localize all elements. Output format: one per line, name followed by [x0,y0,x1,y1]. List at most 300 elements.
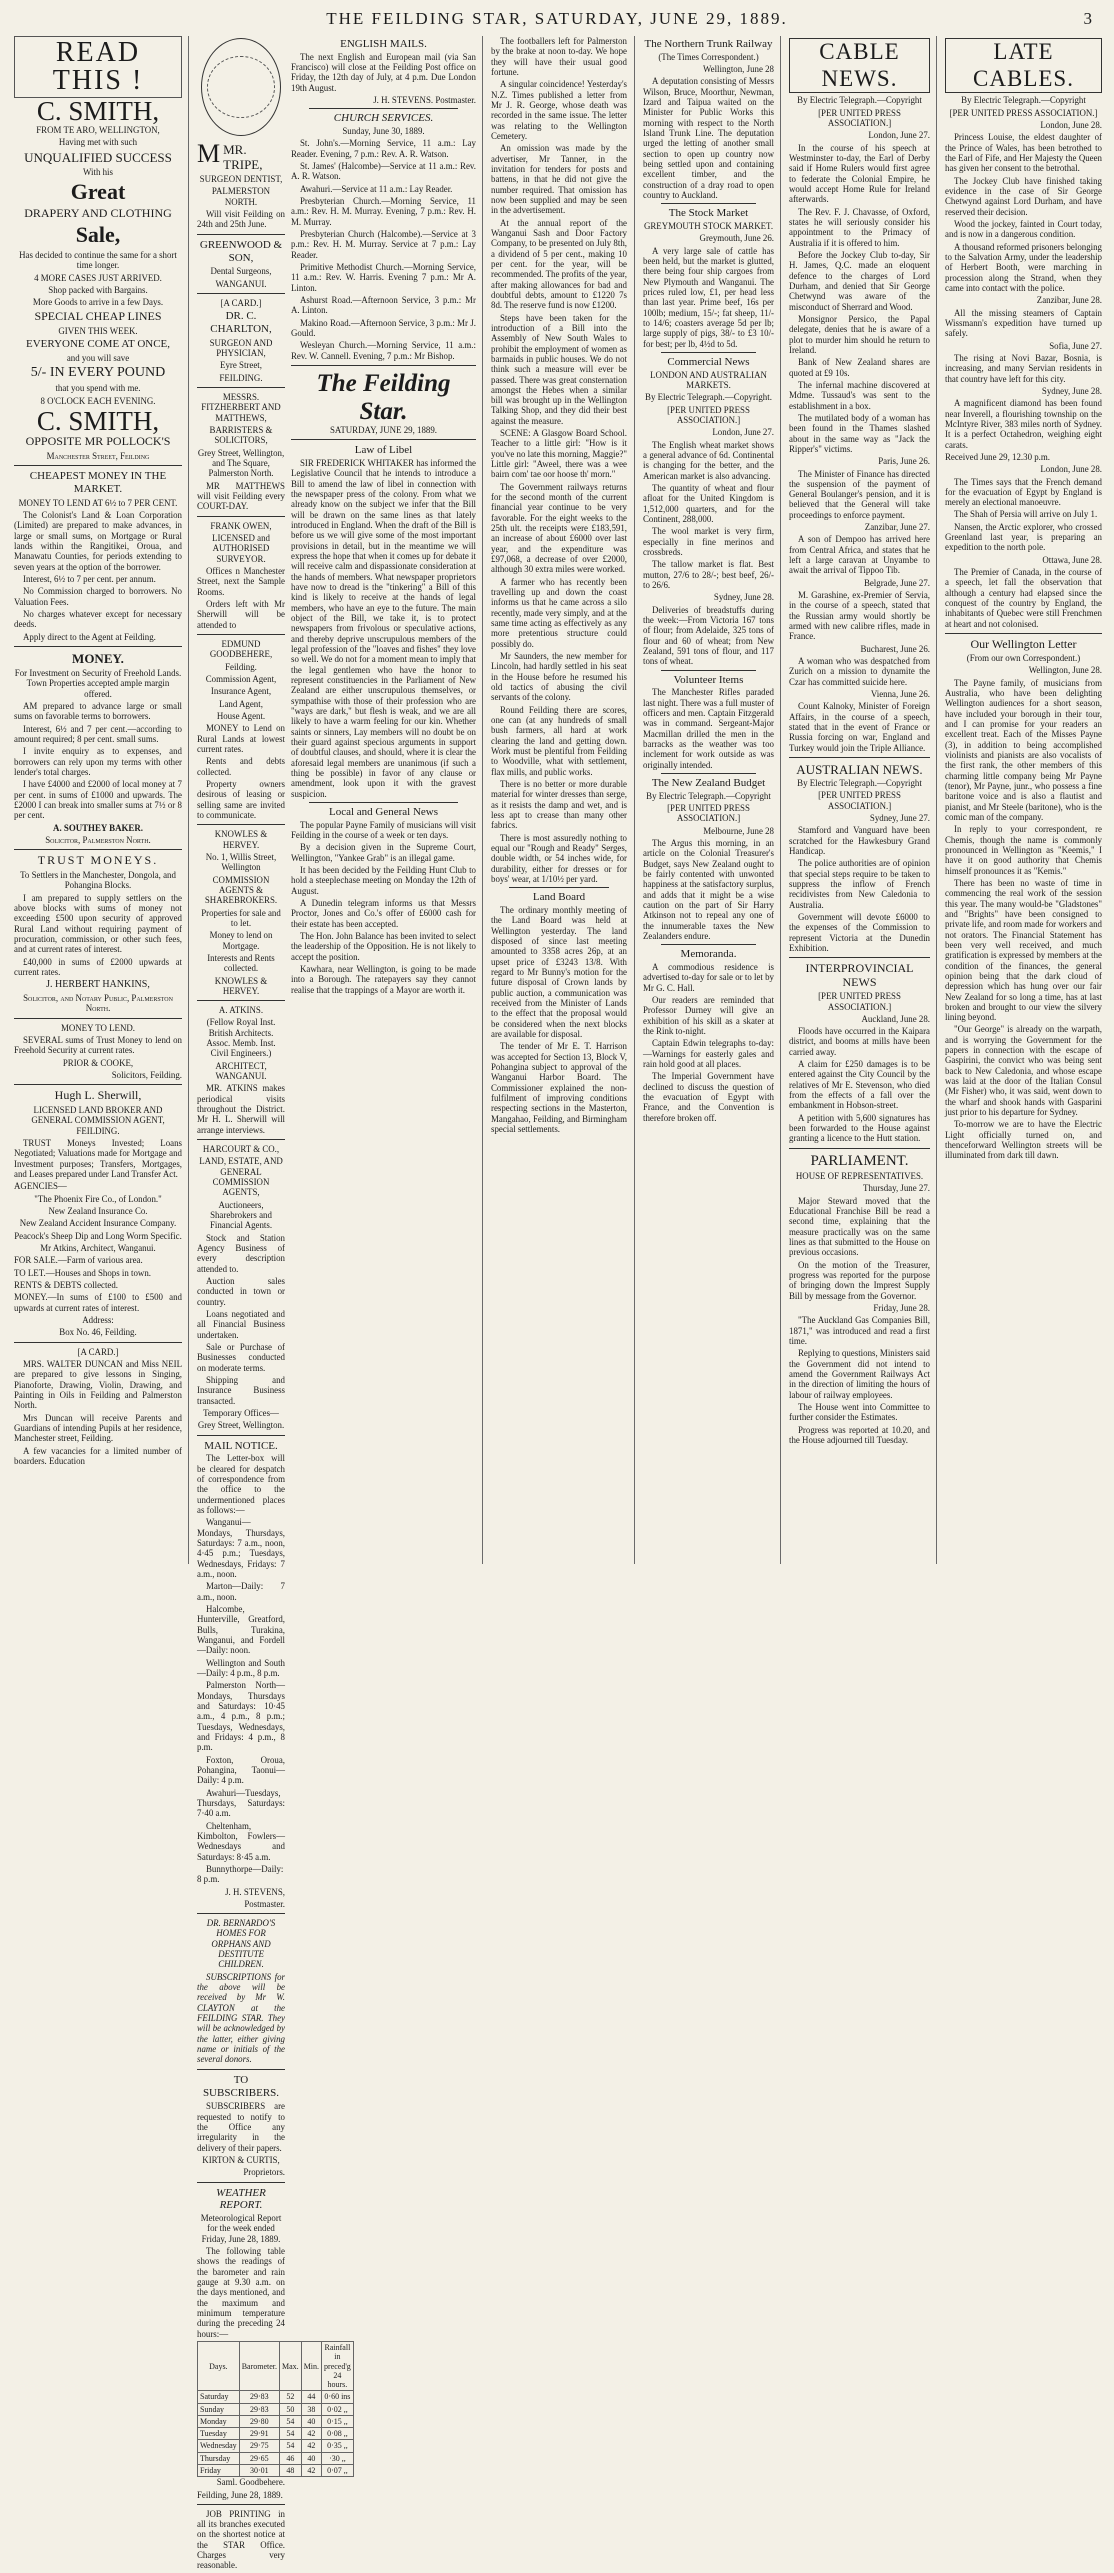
zanzibar-text: A son of Dempoo has arrived here from Central Africa, and states that he left a large caravan at Unyambe to await the arrival of Tippoo Tib. [789,534,930,576]
mail-notice-heading: MAIL NOTICE. [204,1439,278,1452]
friday-item: The House went into Committee to further consider the Estimates. [789,1402,930,1423]
drapery-heading: DRAPERY AND CLOTHING [24,205,172,220]
late-london-2-text: The Times says that the French demand for the evacuation of Egypt by England is merely an electional manoeuvre. [945,476,1102,508]
charlton-street: Eyre Street, [220,360,262,371]
local-item: It has been decided by the Feilding Hunt Club to hold a steeplechase meeting on Monday the 12th of August. [291,865,476,896]
land-item: The tender of Mr E. T. Harrison was accepted for Section 13, Block V, Pohangina subject to approval of the Wanganui Harbor Board. The Commissioner explained the non-fulfilment of improving conditions respecting sections in the Masterton, Mangahao, Feilding, and Birmingham special settlements. [491,1041,627,1134]
late-sydney: Sydney, June 28. [1041,385,1102,396]
column-6 [939,36,1108,1564]
harcourt-ship: Shipping and Insurance Business transacted. [197,1374,285,1406]
friday-item: Replying to questions, Ministers said the Government did not intend to amend the Government Railways Act in the direction of limiting the hours of labour of railway employees. [789,1348,930,1400]
inter-item: A petition with 5,600 signatures has been forwarded to the House against granting a licence to the Hutt station. [789,1112,930,1144]
kirton-sub: Proprietors. [243,2167,285,2178]
matthews: MR MATTHEWS will visit Feilding every COURT-DAY. [197,480,285,512]
news-item: There is no better or more durable material for winter dresses than serge, as it resists the damp and wet, and is less apt to crease than many other fabrics. [491,778,627,831]
late-item: The Jockey Club have finished taking evidence in the case of Sir George Chetwynd against Lord Durham, and have reserved their decision. [945,175,1102,217]
wl-item: The Payne family, of musicians from Australia, who have been delighting Wellington audiences for a short season, have included your borough in their tour, and I can promise for your readers an excellent treat. Each of the Misses Payne (3), in addition to being accomplished violinists and pianists are also vocalists of the first rank, the other members of this charming little company being Mr Payne (tenor), Mr Payne, junr., who possess a fine baritone voice and is also a flautist and pianist, and Mr Steele (baritone), who is the comic man of the company. [945,677,1102,822]
rents-debts: RENTS & DEBTS collected. [14,1280,119,1291]
column-2: MMR. TRIPE, SURGEON DENTIST, PALMERSTON NORTH. Will visit Feilding on 24th and 25th June. GREENWOOD & SON, Dental Surgeons, WANGANUI. [A CARD.] DR. C. CHARLTON, SURGEON AND PHYSICIAN, Eyre Street, FEILDING. MESSRS. FITZHERBERT AND MATTHEWS, BARRISTERS & SOLICITORS, Grey Street, Wellington, and The Square, Palmerston North. MR MATTHEWS will visit Feilding every COURT-DAY. FRANK OWEN, LICENSED and AUTHORISED SURVEYOR. Offices n Manchester Street, next the Sample Rooms. Orders left with Mr Sherwill will be attended to EDMUND GOODBEHERE, Feilding. Commission Agent, Insurance Agent, Land Agent, House Agent. MONEY to Lend on Rural Lands at lowest current rates. Rents and debts collected. Property owners desirous of leasing or selling same are invited to communicate. KNOWLES & HERVEY. No. 1, Willis Street, Wellington COMMISSION AGENTS & SHAREBROKERS. Properties for sale and to let. Money to lend on Mortgage. Interests and Rents collected. KNOWLES & HERVEY. A. ATKINS. (Fellow Royal Inst. British Architects. Assoc. Memb. Inst. Civil Engineers.) ARCHITECT, WANGANUI. MR. ATKINS makes periodical visits throughout the District. Mr H. L. Sherwill will arrange interviews. HARCOURT & CO., LAND, ESTATE, AND GENERAL COMMISSION AGENTS, Auctioneers, Sharebrokers and Financial Agents. Stock and Station Agency Business of every description attended to. Auction sales conducted in town or country. Loans negotiated and all Financial Business undertaken. Sale or Purchase of Businesses conducted on moderate terms. Shipping and Insurance Business transacted. Temporary Offices— Grey Street, Wellington. MAIL NOTICE. The Letter-box will be cleared for despatch of correspondence from the office to the undermentioned places as follows:— Wanganui—Mondays, Thursdays, Saturdays: 7 a.m., noon, 4·45 p.m.; Tuesdays, Wednesdays, Fridays: 7 a.m., noon. Marton—Daily: 7 a.m., noon. Halcombe, Hunterville, Greatford, Bulls, Turakina, Wanganui, and Fordell—Daily: noon. Wellington and South—Daily: 4 p.m., 8 p.m. Palmerston North—Mondays, Thursdays and Saturdays: 10·45 a.m., 4 p.m., 8 p.m.; Tuesdays, Wednesdays, and Fridays: 4 p.m., 8 p.m. Foxton, Oroua, Pohangina, Taonui—Daily: 4 p.m. Awahuri—Tuesdays, Thursdays, Saturdays: 7·40 a.m. Cheltenham, Kimbolton, Fowlers—Wednesdays and Saturdays: 8·45 a.m. Bunnythorpe—Daily: 8 p.m. J. H. STEVENS, Postmaster. DR. BERNARDO'S HOMES FOR ORPHANS AND DESTITUTE CHILDREN. SUBSCRIPTIONS for the above will be received by Mr W. CLAYTON at the FEILDING STAR. They will be acknowledged by the latter, either giving name or initials of the several donors. TO SUBSCRIBERS. SUBSCRIBERS are requested to notify to the Office any irregularity in the delivery of their papers. KIRTON & CURTIS, Proprietors. WEATHER REPORT. Meteorological Report for the week ended Friday, June 28, 1889. The following table shows the readings of the barometer and rain gauge at 9.30 a.m. on the days mentioned, and the maximum and minimum temperature during the preceding 24 hours:— Days. Barometer. Max. Min. Rainfall in preced'g 24 hours. Saturday 29·83 52 44 0·60 ins Sunday 29·83 50 38 0·02 ,, Monday 29·80 54 40 0·15 ,, Tuesday 29·91 54 42 0·08 ,, Wednesday 29·75 54 42 0·35 ,, Thursday 29·65 46 40 ·30 ,, Friday 30·01 48 42 0·07 ,, Saml. Goodbehere. Feilding, June 28, 1889. JOB PRINTING in all its branches executed on the shortest notice at the STAR Office. Charges very reasonable. ENGLISH MAILS. The next English and European mail (via San Francisco) will close at the Feilding Post office on Friday, the 12th day of July, at 4 p.m. Due London 19th August. J. H. STEVENS. Postmaster. CHURCH SERVICES. Sunday, June 30, 1889. St. John's.—Morning Service, 11 a.m.: Lay Reader. Evening, 7 p.m.: Rev. A. R. Watson. St. James' (Halcombe)—Service at 11 a.m.: Rev. A. R. Watson. Awahuri.—Service at 11 a.m.: Lay Reader. Presbyterian Church.—Morning Service, 11 a.m.: Rev. H. M. Murray. Evening, 7 p.m.: Rev. H. M. Murray. Presbyterian Church (Halcombe).—Service at 3 p.m.: Rev. H. M. Murray. Service at 7 p.m.: Lay Reader. Primitive Methodist Church.—Morning Service, 11 a.m.: Rev. W. Harris. Evening 7 p.m.: Mr A. Linton. Ashurst Road.—Afternoon Service, 3 p.m.: Mr A. Linton. Makino Road.—Afternoon Service, 3 p.m.: Mr J. Gould. Wesleyan Church.—Morning Service, 11 a.m.: Rev. W. Cannell. Evening, 7 p.m.: Mr Bishop. The Feilding Star. SATURDAY, JUNE 29, 1889. Law of Libel SIR FREDERICK WHITAKER has informed the Legislative Council that he intends to introduce a Bill to amend the law of libel in connection with the newspaper press of the colony. From what we already know on the subject we infer that the Bill will be drawn on the same lines as that lately introduced in England. When the draft of the Bill is before us we will give some of the most important provisions in detail, but in the meantime we will express the hope that when it comes up for debate it will receive calm and dispassionate consideration at the hands of members. What newspaper proprietors have now to dread is the "tinkering" a Bill of this kind is likely to receive at the hands of legal members, who have an eye to the future. The main object of the Bill, we take it, is to protect newspapers from frivolous or speculative actions, and thereby deprive unscrupulous members of the legal profession of the "loaves and fishes" they love so well. We do not for a moment mean to imply that the legal gentlemen who have the honor to represent constituencies in the Parliament of New Zealand are either unscrupulous themselves, or sympathise with those of their profession who are "ways are dark," but flesh is weak, and we are all likely to have a warm feeling for our kin. Whether saints or sinners, Lay members will no doubt be on their guard against specious arguments in support of doubtful clauses, and should, where it is clear the aforesaid legal members are unanimous (if such a thing be possible) in favor of any clause or amendment, look upon it with the gravest suspicion. Local and General News The popular Payne Family of musicians will visit Feilding in the course of a week or ten days. By a decision given in the Supreme Court, Wellington, "Yankee Grab" is an illegal game. It has been decided by the Feilding Hunt Club to hold a steeplechase meeting on Monday the 12th of August. A Dunedin telegram informs us that Messrs Proctor, Jones and Co.'s offer of £6000 cash for their estate has been accepted. The Hon. John Balance has been invited to select the leadership of the Opposition. He is not likely to accept the position. Kawhara, near Wellington, is going to be made into a Borough. The ratepayers say they cannot realise that the trappings of a Mayor are worth it. [197,38,476,2571]
trunk-place: Wellington, June 28 [702,64,774,75]
news-item: The Government railways returns for the second month of the current financial year continue to be very favorable. For the eight weeks to the 25th ult. the receipts were £183,591, an increase of about £6000 over last year, and the expenditure was £97,068, a decrease of over £2000, although 30 extra miles were worked. [491,481,627,575]
budget-text: The Argus this morning, in an article on the Colonial Treasurer's Budget, says New Zealand ought to be fairly contented with unwonted happiness at the satisfactory surplus, and adds that it might be a wise caution on the part of Sir Harry Atkinson not to repeal any one of the innumerable taxes the New Zealanders endure. [643,838,774,942]
late-cables-heading: LATE CABLES. [945,38,1102,93]
weather-heading: WEATHER REPORT. [216,2186,266,2212]
inter-item: A claim for £250 damages is to be entered against the City Council by the relatives of Mr E. Stevenson, who died from the effects of a fall over the embankment in Hobson-street. [789,1059,930,1111]
late-item: Wood the jockey, fainted in Court today, and is now in a dangerous condition. [945,218,1102,240]
knowles-int: Interests and Rents collected. [207,952,275,974]
money-heading: MONEY. [72,650,124,666]
table-row: Monday 29·80 54 40 0·15 ,, [198,2415,354,2427]
prior-cooke: PRIOR & COOKE, [62,1057,134,1068]
atkins: Mr Atkins, Architect, Wanganui. [40,1243,156,1254]
harcourt-grey: Grey Street, Wellington. [197,1420,285,1431]
knowles-sub: COMMISSION AGENTS & SHAREBROKERS. [204,874,278,906]
news-item: An omission was made by the advertiser, Mr Tanner, in the invitation for tenders for posts and battens, in that he did not give the number required. That omission has now been supplied and may be seen in the advertisement. [491,143,627,216]
goodbehere-line-2: Insurance Agent, [210,686,272,697]
thursday-date: Thursday, June 27. [863,1183,930,1194]
no-commission: No Commission charged to borrowers. No Valuation Fees. [14,586,182,607]
greenwood-town: WANGANUI. [215,278,267,289]
inter-press: [PER UNITED PRESS ASSOCIATION.] [818,991,901,1012]
church-item: Primitive Methodist Church.—Morning Service, 11 a.m.: Rev. W. Harris. Evening 7 p.m.: Mr A. Linton. [291,262,476,293]
job-printing: JOB PRINTING in all its branches executed on the shortest notice at the STAR Office. Charges very reasonable. [197,2508,285,2571]
trust-2: TRUST Moneys Invested; Loans Negotiated; Valuations made for Mortgage and Investment purposes; Transfers, Mortgages, and Leases prepared under Land Transfer Act. [14,1138,182,1180]
cable-by: By Electric Telegraph.—Copyright [797,95,922,106]
late-sofia-text: The rising at Novi Bazar, Bosnia, is increasing, and many Servian residents in that country have left for this city. [945,352,1102,384]
newspaper-date: SATURDAY, JUNE 29, 1889. [329,425,437,436]
property-owners: Property owners desirous of leasing or selling same are invited to communicate. [197,778,285,820]
sydney-text: Deliveries of breadstuffs during the week:—From Victoria 167 tons of flour; from Adelaide, 325 tons of flour and 60 of wheat; from New Zealand, 591 tons of flour, and 117 tons of wheat. [643,604,774,667]
late-london: London, June 28. [1040,120,1102,130]
southey-baker: A. SOUTHEY BAKER. [53,822,143,833]
vienna-date: Vienna, June 26. [870,689,930,700]
greymouth-heading: GREYMOUTH STOCK MARKET. [643,221,774,232]
comm-item: The English wheat market shows a general advance of 6d. Continental is changing for the better, and the American market is also advancing. [643,439,774,481]
church-date: Sunday, June 30, 1889. [342,126,425,137]
bucharest-text: A woman who was despatched from Zurich on a mission to dynamite the Czar has committed suicide here. [789,656,930,687]
table-row: Saturday 29·83 52 44 0·60 ins [198,2391,354,2403]
money-to-lend: MONEY TO LEND AT 6½ to 7 PER CENT. [18,497,178,508]
memo-item: Captain Edwin telegraphs to-day:—Warnings for easterly gales and rain hold good at all places. [643,1038,774,1070]
friday-date: Friday, June 28. [873,1303,930,1314]
th-min: Min. [301,2341,321,2390]
late-zanzibar-text: All the missing steamers of Captain Wissmann's expedition have turned up safely. [945,307,1102,339]
sherwill-sub: LICENSED LAND BROKER AND GENERAL COMMISSION AGENT, FEILDING. [31,1105,165,1136]
sydney-date: Sydney, June 28. [713,592,774,603]
late-sydney-text: A magnificent diamond has been found near Inverell, a flourishing township on the McIntyre River, 383 miles north of Sydney. It is a perfect Octahedron, weighing eight carats. [945,398,1102,450]
news-item: Mr Saunders, the new member for Lincoln, had hardly settled in his seat in the House before he resumed his old tactics of abusing the civil servants of the colony. [491,651,627,703]
rents-2: Rents and debts collected. [197,756,285,777]
church-item: Makino Road.—Afternoon Service, 3 p.m.: Mr J. Gould. [291,317,476,339]
th-rain: Rainfall in preced'g 24 hours. [322,2341,354,2390]
local-item: The popular Payne Family of musicians will visit Feilding in the course of a week or ten days. [291,819,476,841]
aus-by: By Electric Telegraph.—Copyright [797,778,922,789]
more-goods: More Goods to arrive in a few Days. [32,297,164,308]
goodbehere-lend: MONEY to Lend on Rural Lands at lowest current rates. [197,723,285,754]
owen: FRANK OWEN, [210,520,272,531]
stock-heading: The Stock Market [668,207,749,220]
column-3 [485,36,633,1564]
everyone-come: EVERYONE COME AT ONCE, [25,337,171,350]
volunteer-heading: Volunteer Items [673,673,744,686]
goodbehere-town: Feilding. [225,661,257,672]
greenwood-sub: Dental Surgeons, [210,266,272,277]
atkins-visit: MR. ATKINS makes periodical visits throughout the District. Mr H. L. Sherwill will arrange interviews. [197,1083,285,1135]
column-4 [637,36,780,1564]
owen-left: Orders left with Mr Sherwill will be attended to [197,599,285,630]
local-item: A Dunedin telegram informs us that Messrs Proctor, Jones and Co.'s offer of £6000 cash for their estate has been accepted. [291,897,476,929]
inter-item: Floods have occurred in the Kaipara district, and booms at mills have been carried away. [789,1026,930,1057]
mail-item: Bunnythorpe—Daily: 8 p.m. [197,1863,284,1885]
mail-item: Wellington and South—Daily: 4 p.m., 8 p.m. [197,1657,285,1678]
church-item: Awahuri.—Service at 11 a.m.: Lay Reader. [300,183,453,194]
friday-item: "The Auckland Gas Companies Bill, 1871," was introduced and read a first time. [789,1315,930,1347]
unqualified-success: UNQUALIFIED SUCCESS [24,149,172,165]
land-item: The ordinary monthly meeting of the Land Board was held at Wellington yesterday. The land disposed of since last meeting amounted to 3358 acres 26p, at an upset price of £3243 13/8. With regard to Mr Bunny's motion for the future disposal of Crown lands by public auction, a communication was received from the Minister of Lands to the effect that the proposal would be considered when the next blocks are available for disposal. [491,905,627,1039]
charlton-sub: SURGEON AND PHYSICIAN, [209,337,273,359]
read-this-heading: READ THIS ! [14,36,182,98]
mail-item: Foxton, Oroua, Pohangina, Taonui—Daily: 4 p.m. [197,1754,285,1786]
interprovincial-heading: INTERPROVINCIAL NEWS [805,961,914,990]
libel-heading: Law of Libel [354,444,413,457]
late-nansen: Nansen, the Arctic explorer, who crossed Greenland last year, is preparing an expedition to the north pole. [945,521,1102,553]
commercial-heading: Commercial News [667,356,750,369]
knowles-prop: Properties for sale and to let. [201,907,281,928]
trunk-sub: (The Times Correspondent.) [658,51,759,62]
prior-sub: Solicitors, Feilding. [111,1069,182,1080]
harcourt-sale: Sale or Purchase of Businesses conducted on moderate terms. [197,1342,285,1373]
manchester-street: Manchester Street, Feilding [46,450,150,461]
parl-item: Major Steward moved that the Educational Franchise Bill be read a second time, explaining that the measure practically was on the same lines as that submitted to the House on previous occasions. [789,1195,930,1258]
smith-name-2: C. SMITH, [36,405,160,436]
harcourt-sub: LAND, ESTATE, AND GENERAL COMMISSION AGENTS, [199,1156,283,1198]
peacock: Peacock's Sheep Dip and Long Worm Specific. [14,1230,182,1241]
weather-intro: Meteorological Report for the week ended Friday, June 28, 1889. [200,2213,282,2244]
wl-item: To-morrow we are to have the Electric Light officially turned on, and thenceforward Wellington streets will be illuminated from dark till dawn. [945,1119,1102,1161]
bucharest-date: Bucharest, June 26. [860,643,930,654]
mail-body: The Letter-box will be cleared for despatch of correspondence from the office to the undermentioned places as follows:— [197,1453,285,1516]
subscriptions: SUBSCRIPTIONS for the above will be received by Mr W. CLAYTON at the FEILDING STAR. They will be acknowledged by the latter, either giving name or initials of the several donors. [197,1971,285,2065]
charlton-town: FEILDING. [219,372,263,383]
barnardo: DR. BERNARDO'S HOMES FOR ORPHANS AND DESTITUTE CHILDREN. [206,1918,276,1970]
am-prepared: AM prepared to advance large or small sums on favorable terms to borrowers. [14,700,182,722]
duncan-2: Mrs Duncan will receive Parents and Guardians of intending Pupils at her residence, Manchester street, Feilding. [14,1412,182,1444]
wl-item: There has been no waste of time in commencing the real work of the session this year. The many would-be "Gladstones" and "Brights" have been consigned to private life, and room made for workers and not orators. The Financial Statement has been very well received, and much gratification is expressed by members at the condition of the finances, the general opinion being that the dark cloud of depression which has hung over our fair New Zealand for so long a time, has at last broken and brought to our view the silvery lining beyond. [945,877,1102,1023]
budget-place: Melbourne, June 28 [703,825,774,836]
table-row: Friday 30·01 48 42 0·07 ,, [198,2464,354,2476]
church-item: Presbyterian Church.—Morning Service, 11 a.m.: Rev. H. M. Murray. Evening, 7 p.m.: Rev. H. M. Murray. [291,196,476,227]
budget-heading: The New Zealand Budget [651,777,766,790]
budget-press: [PER UNITED PRESS ASSOCIATION.] [667,803,750,824]
cases-text: 4 MORE CASES JUST ARRIVED. [34,272,162,283]
press-assoc: [PER UNITED PRESS ASSOCIATION.] [667,404,750,426]
harcourt-body: Stock and Station Agency Business of every description attended to. [197,1232,285,1274]
late-ottawa: Ottawa, June 28. [1042,554,1102,565]
late-london-2: London, June 28. [1040,464,1102,475]
agencies: AGENCIES— [14,1181,67,1192]
mail-item: Awahuri—Tuesdays, Thursdays, Saturdays: 7·40 a.m. [197,1787,285,1819]
cable-item: In the course of his speech at Westminster to-day, the Earl of Derby said if Home Rulers would first agree to federate the Colonial Empire, he would accept Home Rule for Ireland afterwards. [789,142,930,205]
knowles-money: Money to lend on Mortgage. [209,930,273,951]
knowles: KNOWLES & HERVEY. [214,829,268,850]
mail-item: Halcombe, Hunterville, Greatford, Bulls, Turakina, Wanganui, and Fordell—Daily: noon. [197,1603,285,1656]
table-row: Tuesday 29·91 54 42 0·08 ,, [198,2428,354,2440]
cable-item: Bank of New Zealand shares are quoted at £9 10s. [789,357,930,378]
trunk-heading: The Northern Trunk Railway [644,38,773,50]
zanzibar-date: Zanzibar, June 27. [864,522,930,533]
southey-sub: Solicitor, Palmerston North. [45,834,151,845]
church-item: Ashurst Road.—Afternoon Service, 3 p.m.: Mr A. Linton. [291,295,476,316]
great-heading: Great [70,179,126,205]
hankins-sub: Solicitor, and Notary Public, Palmerston North. [23,992,173,1014]
kirton: KIRTON & CURTIS, [202,2154,280,2165]
smith-name: C. SMITH, [36,96,160,126]
phoenix: "The Phoenix Fire Co., of London." [34,1193,162,1204]
trust-heading: TRUST MONEYS. [37,853,159,868]
volunteer-text: The Manchester Rifles paraded last night. There was a full muster of officers and men. Captain Fitzgerald was in command. Sergeant-Major Macmillan drilled the men in the barracks as the weather was too inclement for work outside as was originally intended. [643,687,774,770]
mail-pm: Postmaster. [244,1898,285,1909]
late-item: A thousand reformed prisoners belonging to the Salvation Army, under the leadership of Herbert Booth, were marching in procession along the Strand, when they came into contact with the police. [945,241,1102,293]
greenwood: GREENWOOD & SON, [199,238,283,264]
fitzherbert: MESSRS. FITZHERBERT AND MATTHEWS, [201,392,281,423]
late-press: [PER UNITED PRESS ASSOCIATION.] [949,107,1098,118]
late-item: Princess Louise, the eldest daughter of the Prince of Wales, has been betrothed to the Earl of Fife, and Her Majesty the Queen has given her consent to the betrothal. [945,132,1102,174]
cable-item: The Rev. F. J. Chavasse, of Oxford, states he will seriously consider his appointment to the Primacy of Australia if it is offered to him. [789,206,930,248]
duncan-text: MRS. WALTER DUNCAN and Miss NEIL are prepared to give lessons in Singing, Pianoforte, Drawing, Violin, Drawing, and Painting in Oils in Feilding and Palmerston North. [14,1359,182,1411]
aus-sydney: Sydney, June 27. [869,813,930,824]
address-label: Address: [82,1315,114,1326]
th-days: Days. [198,2341,240,2390]
table-row: Wednesday 29·75 54 42 0·35 ,, [198,2440,354,2452]
money-to-lend-2: MONEY TO LEND. [60,1022,136,1033]
wl-item: "Our George" is already on the warpath, and is worrying the Government for the papers in connection with the escape of Gaspirini, the convict who was being sent back to New Caledonia, and whose escape was laid at the door of the Italian Consul (Mr Fisher) who, it was said, went down to the wharf and shook hands with Gasparini just prior to his departure for Sydney. [945,1024,1102,1118]
special-lines: SPECIAL CHEAP LINES [34,308,162,323]
cable-item: The infernal machine discovered at Mdme. Tussaud's was sent to the establishment in a box. [789,379,930,411]
late-sofia: Sofia, June 27. [1049,340,1102,351]
comm-item: The wool market is very firm, especially in fine merinos and crossbreds. [643,526,774,558]
interest-2: Interest, 6½ and 7 per cent.—according to amount required; 8 per cent. small sums. [14,723,182,744]
harcourt-loans: Loans negotiated and all Financial Business undertaken. [197,1309,285,1340]
greymouth-date: Greymouth, June 26. [699,233,774,244]
mail-item: Wanganui—Mondays, Thursdays, Saturdays: 7 a.m., noon, 4·45 p.m.; Tuesdays, Wednesdays, Fridays: 7 a.m., noon. [197,1517,285,1579]
money-investment: For Investment on Security of Freehold Lands. Town Properties accepted ample margin offered. [14,667,182,699]
late-zanzibar: Zanzibar, June 28. [1036,295,1102,306]
news-item: There is most assuredly nothing to equal our "Rough and Ready" Serges, double width, or 54 inches wide, for durability, either for dresses or for boys' wear, at 1/10½ per yard. [491,832,627,884]
local-item: Kawhara, near Wellington, is going to be made into a Borough. The ratepayers say they cannot realise that the trappings of a Mayor are worth it. [291,963,476,995]
weather-sign: Saml. Goodbehere. [216,2477,285,2488]
smith-from: FROM TE ARO, WELLINGTON, [36,125,160,135]
table-row: Thursday 29·65 46 40 ·30 ,, [198,2452,354,2464]
aus-item: Stamford and Vanguard have been scratched for the Hawkesbury Grand Handicap. [789,825,930,857]
several-sums: SEVERAL sums of Trust Money to lend on Freehold Security at current rates. [14,1034,182,1056]
money-lend-3: MONEY.—In sums of £100 to £500 and upwards at current rates of interest. [14,1292,182,1313]
church-item: St. James' (Halcombe)—Service at 11 a.m.: Rev. A. R. Watson. [291,161,476,182]
knowles-2: KNOWLES & HERVEY. [214,975,268,996]
card2: [A CARD.] [220,297,262,308]
late-received: Received June 29, 12.30 p.m. [945,451,1051,462]
cable-london: London, June 27. [868,130,930,141]
th-max: Max. [280,2341,302,2390]
news-item: A farmer who has recently been travelling up and down the coast informs us that he came across a silo recently, made very simply, and at the same time acting as effectively as any more pretentious structure could possibly do. [491,576,627,649]
parl-item: On the motion of the Treasurer, progress was reported for the purpose of bringing down the Imprest Supply Bill by message from the Governor. [789,1259,930,1301]
trust-body: I am prepared to supply settlers on the above blocks with sums of money not exceeding £500 upon security of approved Rural Land without requiring payment of procuration, commission, or other such fees, and at current rates of interest. [14,892,182,955]
cable-news-heading: CABLE NEWS. [789,38,930,93]
cheapest-money: CHEAPEST MONEY IN THE MARKET. [29,470,167,495]
mails-text: The next English and European mail (via San Francisco) will close at the Feilding Post office on Friday, the 12th day of July, at 4 p.m. Due London 19th August. [291,51,476,93]
sale-heading: Sale, [75,222,121,248]
page-number: 3 [1083,9,1094,28]
colonists-text: The Colonist's Land & Loan Corporation (Limited) are prepared to make advances, in large or small sums, on Mortgage or Rural lands within the Rangitikei, Oroua, and Manawatu Counties, for periods extending to seven years at the option of the borrower. [14,509,182,572]
news-item: Steps have been taken for the introduction of a Bill into the Assembly of New South Wales to prohibit the employment of women as barmaids in public houses. We do not think such a measure will ever be passed. There was great consternation amongst the Hebes when a similar bill was brought up in the Wellington Talking Shop, and they did their best against the measure. [491,312,627,426]
with-his: With his [83,166,113,177]
memo-item: The Imperial Government have declined to discuss the question of the evacuation of Egypt with France, and the Convention is therefore broken off. [643,1071,774,1123]
to-subscribers: TO SUBSCRIBERS. [202,2073,280,2099]
libel-text: SIR FREDERICK WHITAKER has informed the Legislative Council that he intends to introduce a Bill to amend the law of libel in connection with the newspaper press of the colony. From what we already know on the subject we infer that the Bill will be drawn on the same lines as that lately introduced in England. When the draft of the Bill is before us we will give some of the most important provisions in detail, but in the meantime we will express the hope that when it comes up for debate it will receive calm and dispassionate consideration at the hands of members. What newspaper proprietors have now to dread is the "tinkering" a Bill of this kind is likely to receive at the hands of legal members, who have an eye to the future. The main object of the Bill, we take it, is to protect newspapers from frivolous or speculative actions, and thereby deprive unscrupulous members of the legal profession of the "loaves and fishes" they love so well. We do not for a moment mean to imply that the legal gentlemen who have the honor to represent constituencies in the Parliament of New Zealand are either unscrupulous themselves, or sympathise with those of their profession who are "ways are dark," but flesh is weak, and we are all likely to have a warm feeling for our kin. Whether saints or sinners, Lay members will no doubt be on their guard against specious arguments in support of doubtful clauses, and should, where it is clear the aforesaid legal members are unanimous (if such a thing be possible) in favor of any clause or amendment, look upon it with the gravest suspicion. [291,458,476,799]
news-item: A singular coincidence! Yesterday's N.Z. Times published a letter from Mr J. R. George, whose death was recorded in the same issue. The letter was relating to the Wellington Cemetery. [491,79,627,141]
memo-item: A commodious residence is advertised to-day for sale or to let by Mr G. C. Hall. [643,962,774,993]
aus-item: The police authorities are of opinion that special steps require to be taken to suppress the inflow of French recidivistes from New Caledonia to Australia. [789,858,930,910]
masthead-title: THE FEILDING STAR, SATURDAY, JUNE 29, 1889. [326,9,788,28]
church-heading: CHURCH SERVICES. [333,112,434,125]
church-item: Wesleyan Church.—Morning Service, 11 a.m.: Rev. W. Cannell. Evening, 7 p.m.: Mr Bishop. [291,340,476,361]
cable-press: [PER UNITED PRESS ASSOCIATION.] [818,107,901,128]
newspaper-title: The Feilding Star. [316,370,451,425]
tripe-visit: Will visit Feilding on 24th and 25th June. [197,209,285,230]
fitz-sub: BARRISTERS & SOLICITORS, [209,425,273,446]
goodbehere-line-1: Commission Agent, [205,673,277,684]
wellington-letter-heading: Our Wellington Letter [970,637,1077,652]
hankins-name: J. HERBERT HANKINS, [46,979,150,991]
to-let: TO LET.—Houses and Shops in town. [14,1267,151,1278]
house-heading: HOUSE OF REPRESENTATIVES. [795,1171,924,1182]
box-number: Box No. 46, Feilding. [59,1327,137,1338]
goodbehere: EDMUND GOODBEHERE, [209,638,273,660]
belgrade-date: Belgrade, June 27. [863,577,930,588]
sherwill-name: Hugh L. Sherwill, [54,1088,142,1103]
wl-sub: (From our own Correspondent.) [966,653,1081,663]
mail-item: Cheltenham, Kimbolton, Fowlers—Wednesdays and Saturdays: 8·45 a.m. [197,1820,285,1862]
eight-oclock: 8 O'CLOCK EACH EVENING. [40,395,156,406]
wl-place: Wellington, June 28. [1028,665,1102,676]
local-item: By a decision given in the Supreme Court, Wellington, "Yankee Grab" is an illegal game. [291,842,476,863]
trunk-text: A deputation consisting of Messrs Wilson, Bruce, Moorthur, Newman, Izard and Taipua waited on the Minister for Public Works this morning with respect to the North Island Trunk Line. The deputation urged the letting of another small section to open up country now being settled upon and containing excellent timber, and the construction of a dray road to open country to Auckland. [643,76,774,201]
and-you-save: and you will save [66,352,130,363]
weather-date: Feilding, June 28, 1889. [197,2489,283,2500]
london-date: London, June 27. [712,427,774,438]
goodbehere-line-3: Land Agent, [219,698,263,709]
that-you: that you spend with me. [55,383,141,394]
opposite-pollock: OPPOSITE MR POLLOCK'S [25,433,171,448]
stock-text: A very large sale of cattle has been held, but the market is glutted, there being four ship cargoes from New Plymouth and Wanganui. The prices ruled low, £1, per head less than last year. Prime beef, 16s per 100lb; medium, 15/-; fat sheep, 11/- to 14/6; coasters average 5d per lb; large supply of pigs, 38/- to £3 10/- for best; per lb, 4½d to 5d. [643,245,774,349]
card-label: [A CARD.] [77,1346,119,1357]
masthead [0,0,1114,36]
london-markets: LONDON AND AUSTRALIAN MARKETS. [650,369,767,391]
apply-agent: Apply direct to the Agent at Feilding. [23,631,156,642]
tripe-sub: SURGEON DENTIST, [199,174,283,185]
column-advertisements-1 [8,36,188,1564]
paris-text: The Minister of Finance has directed the suspension of the payment of General Boulanger's pension, and it is believed that the General will take proceedings to enforce payment. [789,468,930,520]
no-charges: No charges whatever except for necessary deeds. [14,608,182,630]
news-item: The footballers left for Palmerston by the brake at noon to-day. We hope they will have their usual good fortune. [491,36,627,77]
atkins-fellow: (Fellow Royal Inst. British Architects. Assoc. Memb. Inst. Civil Engineers.) [206,1017,276,1059]
have-text: I have £4000 and £2000 of local money at 7 per cent. in sums of £1000 and upwards. The £2000 I can break into smaller sums at 7½ or 8 per cent. [14,779,182,821]
memo-heading: Memoranda. [680,948,737,961]
fitz-addr: Grey Street, Wellington, and The Square, Palmerston North. [197,447,285,479]
late-shah: The Shah of Persia will arrive on July 1. [954,509,1098,520]
aus-item: Government will devote £6000 to the expenses of the Commission to represent Victoria at the Dunedin Exhibition. [789,912,930,954]
mail-sign: J. H. STEVENS, [225,1886,285,1897]
australian-heading: AUSTRALIAN NEWS. [796,762,923,778]
parliament-heading: PARLIAMENT. [810,1152,909,1169]
trust-to: To Settlers in the Manchester, Dongola, and Pohangina Blocks. [20,870,176,891]
mail-item: Marton—Daily: 7 a.m., noon. [197,1581,285,1602]
harcourt-auct: Auctioneers, Sharebrokers and Financial Agents. [209,1199,273,1231]
shop-packed: Shop packed with Bargains. [48,284,148,295]
news-item: At the annual report of the Wanganui Sash and Door Factory Company, to be presented on July 8th, a dividend of 5 per cent., making 10 per cent. for the year, will be recommended. The profits of the year, after making allowances for bad and doubtful debts, amount to £1220 7s 8d. The reserve fund is now £1200. [491,217,627,311]
owen-sub: LICENSED and AUTHORISED SURVEYOR. [212,533,270,564]
knowles-addr: No. 1, Willis Street, Wellington [205,851,277,873]
five-shillings: 5/- IN EVERY POUND [30,364,166,380]
th-barometer: Barometer. [239,2341,279,2390]
news-item: SCENE: A Glasgow Board School. Teacher to a little girl: "How is it you've no late this morning, Maggie?" Little girl: "Aweel, there was a wee bairn com' tae oor hoose th' morn." [491,428,627,480]
late-by: By Electric Telegraph.—Copyright [961,95,1086,106]
local-heading: Local and General News [328,805,439,818]
by-electric: By Electric Telegraph.—Copyright. [645,392,772,403]
budget-by: By Electric Telegraph.—Copyright [646,790,771,801]
invite-text: I invite enquiry as to expenses, and borrowers can rely upon my terms with other lender's total charges. [14,746,182,777]
decided-text: Has decided to continue the same for a short time longer. [19,250,177,271]
harcourt-temp: Temporary Offices— [203,1407,279,1418]
inter-place: Auckland, June 28. [861,1013,930,1024]
for-sale: FOR SALE.—Farm of various area. [14,1255,143,1266]
table-row: Sunday 29·83 50 38 0·02 ,, [198,2403,354,2415]
charlton: DR. C. CHARLTON, [210,310,272,336]
smith-having: Having met with such [58,137,138,148]
harcourt-auction: Auction sales conducted in town or country. [197,1276,285,1307]
subscribers-text: SUBSCRIBERS are requested to notify to the Office any irregularity in the delivery of their papers. [197,2101,285,2153]
wl-item: In reply to your correspondent, re Chemis, though the name is commonly pronounced in Wellington as "Keemis," I have it on good authority that Chemis himself pronounces it as "Kemis." [945,824,1102,876]
friday-item: Progress was reported at 10.20, and the House adjourned till Tuesday. [789,1424,930,1446]
weather-text: The following table shows the readings of the barometer and rain gauge at 9.30 a.m. on the days mentioned, and the maximum and minimum temperature during the preceding 24 hours:— [197,2246,285,2339]
aus-press: [PER UNITED PRESS ASSOCIATION.] [818,790,901,811]
cable-item: Monsignor Persico, the Papal delegate, denies that he is aware of a plot to murder him should he return to Ireland. [789,313,930,355]
belgrade-text: M. Garashine, ex-Premier of Servia, in the course of a speech, stated that the Russian army would shortly be armed with new calibre rifles, made in France. [789,590,930,642]
forty-thousand: £40,000 in sums of £2000 upwards at current rates. [14,956,182,978]
memo-item: Our readers are reminded that Professor Durney will give an exhibition of his skill as a skater at the Rink to-night. [643,995,774,1037]
tripe-name: MR. TRIPE, [223,142,263,173]
vienna-text: Count Kalnoky, Minister of Foreign Affairs, in the course of a speech, stated that in the event of France or Russia forcing on war, England and Turkey would join the Triple Alliance. [789,701,930,753]
news-item: Round Feilding there are scores, one can (at any hundreds of small bush farmers, all hard at work clearing the land and getting down. Work must be plentiful from Feilding to Woodville, what with settlement, flax mills, and public works. [491,704,627,777]
tripe-town: PALMERSTON NORTH. [211,186,271,207]
cable-item: Before the Jockey Club to-day, Sir H. James, Q.C. made an eloquent defence to the charges of Lord Durham, and denied that Sir George Chetwynd was aware of the misconduct of Sherrard and Wood. [789,249,930,312]
mail-item: Palmerston North—Mondays, Thursdays and Saturdays: 10·45 a.m., 4 p.m., 8 p.m.; Tuesdays, Wednesdays, and Fridays: 4 p.m., 8 p.m. [197,1680,285,1753]
harcourt: HARCOURT & CO., [202,1144,280,1155]
church-item: St. John's.—Morning Service, 11 a.m.: Lay Reader. Evening, 7 p.m.: Rev. A. R. Watson. [291,138,476,159]
english-mails-heading: ENGLISH MAILS. [340,38,427,50]
goodbehere-line-4: House Agent. [216,710,266,721]
owen-off: Offices n Manchester Street, next the Sample Rooms. [197,566,285,597]
given-week: GIVEN THIS WEEK. [58,325,138,336]
church-item: Presbyterian Church (Halcombe).—Service at 3 p.m.: Rev. H. M. Murray. Service at 7 p.m.: Lay Reader. [291,229,476,260]
comm-item: The tallow market is flat. Best mutton, 27/6 to 28/-; best beef, 26/- to 26/6. [643,559,774,591]
local-item: The Hon. John Balance has been invited to select the leadership of the Opposition. He is not likely to accept the position. [291,930,476,962]
nz-insurance: New Zealand Insurance Co. [48,1206,148,1217]
vacancies: A few vacancies for a limited number of boarders. Education [14,1445,182,1466]
interest-text: Interest, 6½ to 7 per cent. per annum. [23,573,156,584]
comm-item: The quantity of wheat and flour afloat for the United Kingdom is 1,512,000 quarters, and for the Continent, 288,000. [643,483,774,525]
late-ottawa-text: The Premier of Canada, in the course of a speech, let fall the observation that although a century had elapsed since the conquest of the country by England, the inhabitants of Quebec were still Frenchmen at heart and not colonised. [945,567,1102,629]
dental-logo-illustration [201,38,281,136]
